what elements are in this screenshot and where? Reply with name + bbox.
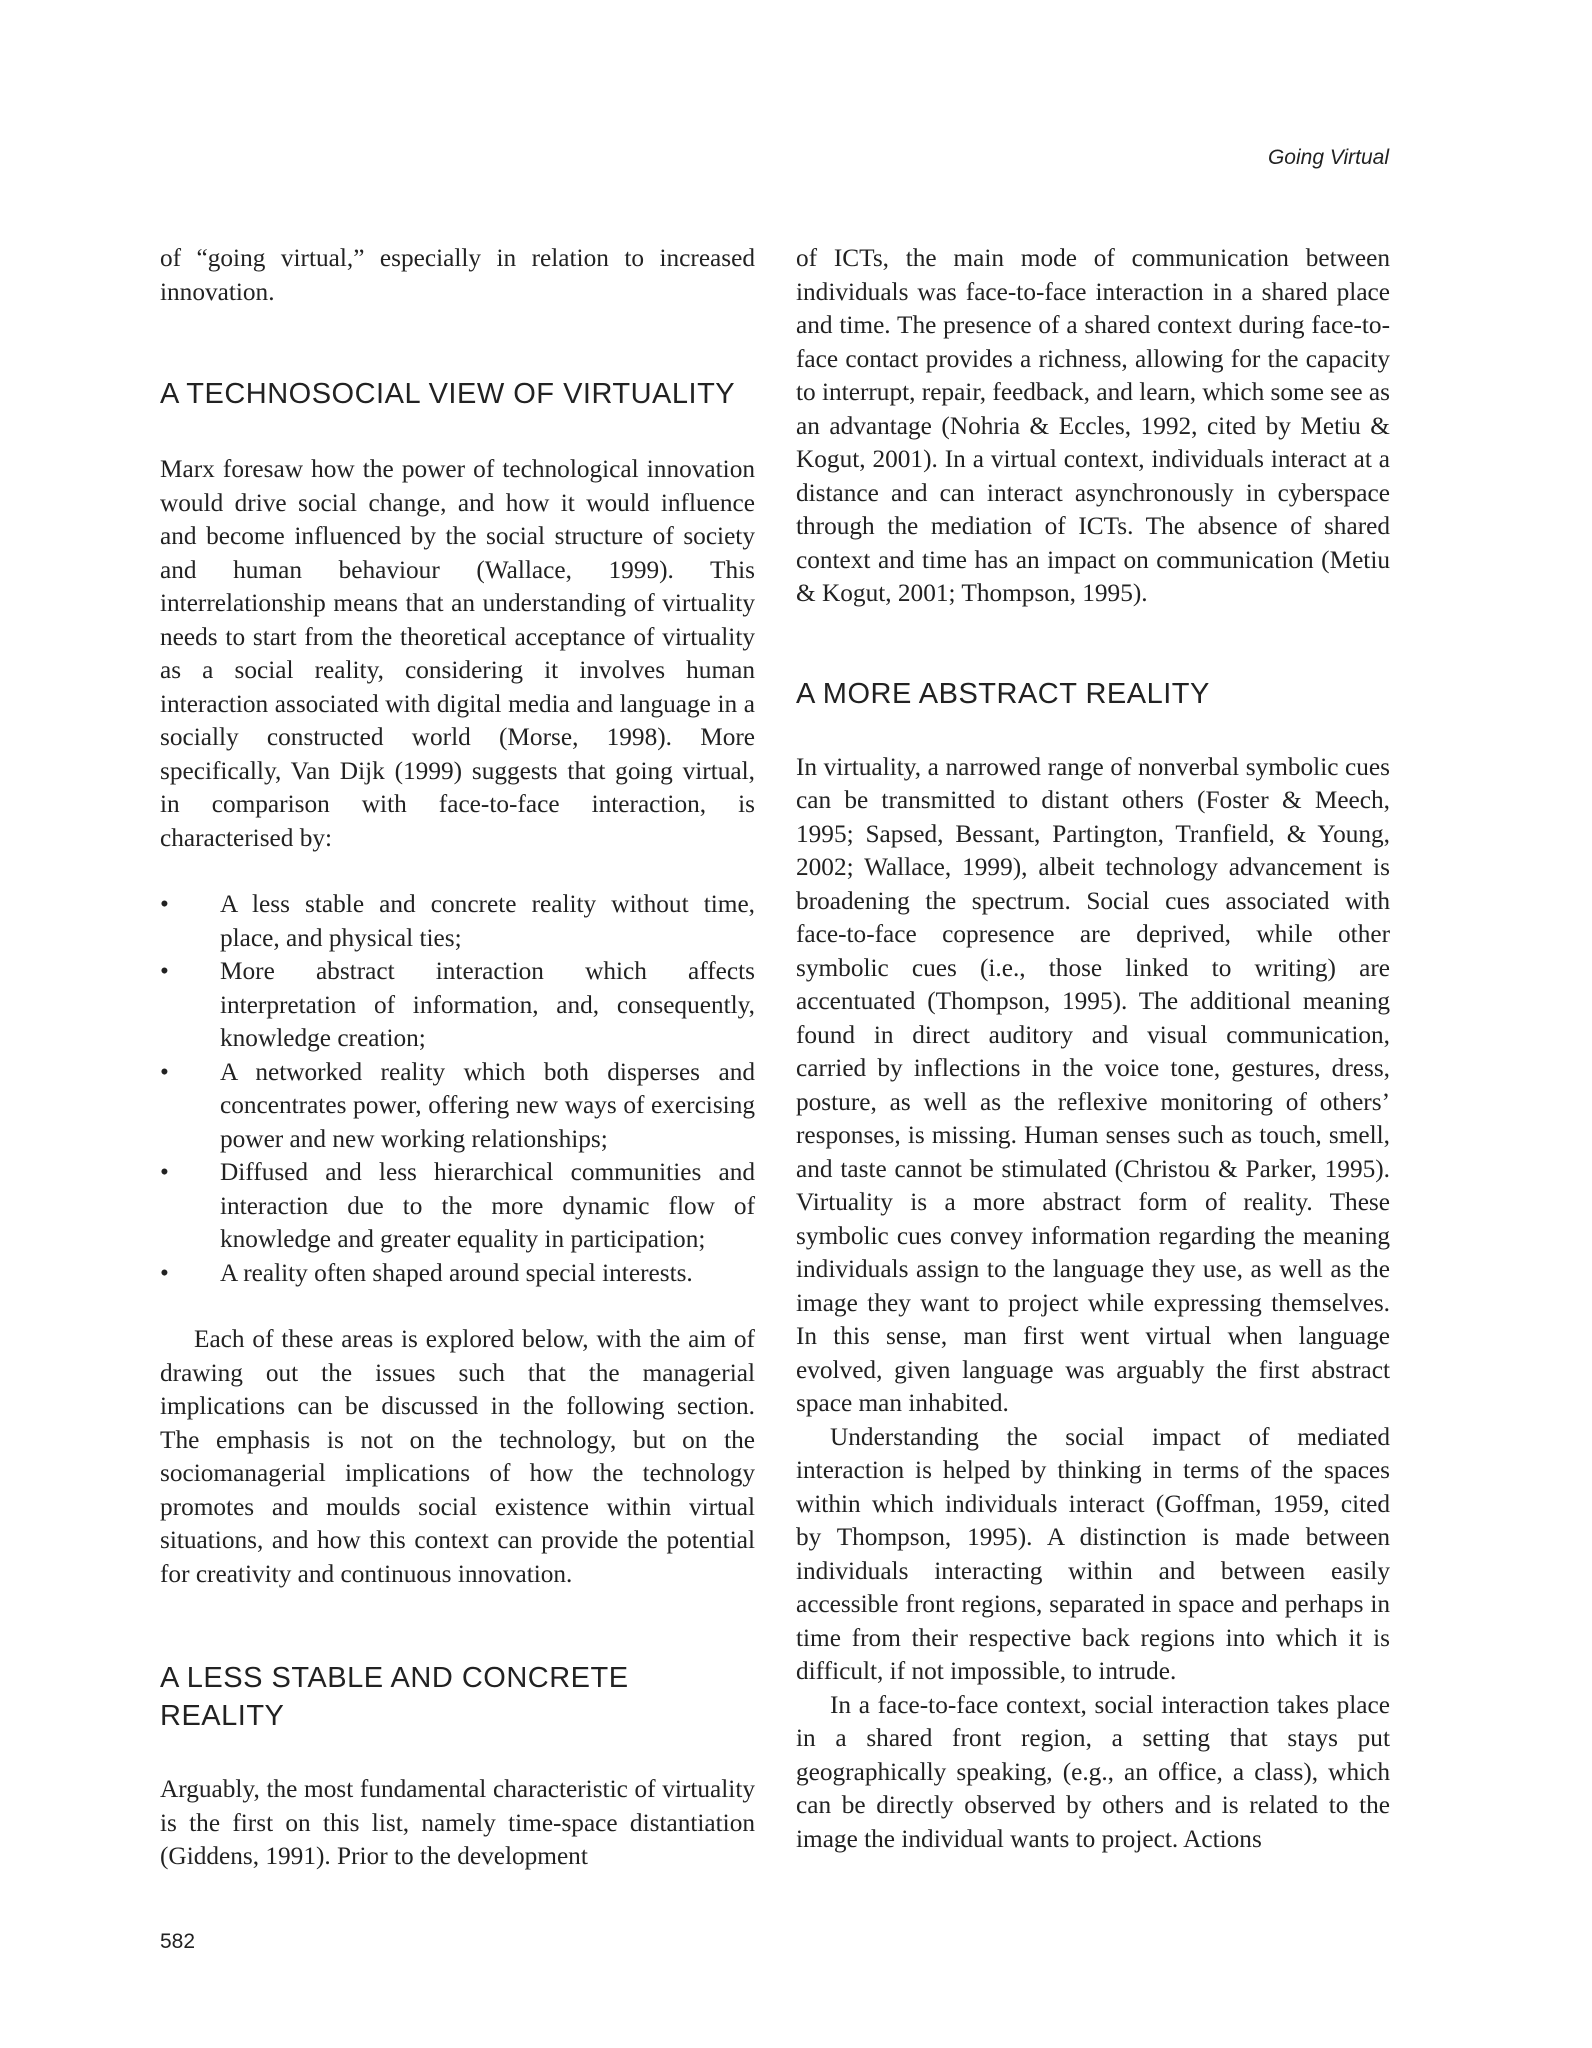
running-head: Going Virtual xyxy=(1267,146,1389,169)
bullet-icon: • xyxy=(160,957,169,985)
right-column xyxy=(796,242,1390,1856)
list-item-text: Diffused and less hierarchical communities and interaction due to the more dynamic flow of knowledge and greater equality in participation; xyxy=(220,1158,755,1253)
body-paragraph: In virtuality, a narrowed range of nonverbal symbolic cues can be transmitted to distant others (Foster & Meech, 1995; Sapsed, Bessant, Partington, Tranfield, & Young, 2002; Wallace, 1999), albeit technology advancement is broadening the spectrum. Social cues associated with face-to-face copresence are deprived, while other symbolic cues (i.e., those linked to writing) are accentuated (Thompson, 1995). The additional meaning found in direct auditory and visual communication, carried by inflections in the voice tone, gestures, dress, posture, as well as the reflexive monitoring of others’ responses, is missing. Human senses such as touch, smell, and taste cannot be stimulated (Christou & Parker, 1995). Virtuality is a more abstract form of reality. These symbolic cues convey information regarding the meaning individuals assign to the language they use, as well as the image they want to project while expressing themselves. In this sense, man first went virtual when language evolved, given language was arguably the first abstract space man inhabited. xyxy=(796,752,1390,1417)
list-item xyxy=(160,1056,755,1157)
bullet-icon: • xyxy=(160,1158,169,1186)
left-column xyxy=(160,242,755,1874)
bullet-icon: • xyxy=(160,890,169,918)
list-item xyxy=(160,955,755,1056)
list-item-text: A reality often shaped around special interests. xyxy=(220,1258,693,1287)
body-paragraph: of ICTs, the main mode of communication between individuals was face-to-face interaction in a shared place and time. The presence of a shared context during face-to-face contact provides a richness, allowing for the capacity to interrupt, repair, feedback, and learn, which some see as an advantage (Nohria & Eccles, 1992, cited by Metiu & Kogut, 2001). In a virtual context, individuals interact at a distance and can interact asynchronously in cyberspace through the mediation of ICTs. The absence of shared context and time has an impact on communication (Metiu & Kogut, 2001; Thompson, 1995). xyxy=(796,244,1390,607)
list-item xyxy=(160,1257,755,1291)
section-heading-abstract-reality: A MORE ABSTRACT REALITY xyxy=(796,677,1210,710)
body-paragraph: Marx foresaw how the power of technological innovation would drive social change, and how it would influence and become influenced by the social structure of society and human behaviour (Wallace, 1999). This interrelationship means that an understanding of virtuality needs to start from the theoretical acceptance of virtuality as a social reality, considering it involves human interaction associated with digital media and language in a socially constructed world (Morse, 1998). More specifically, Van Dijk (1999) suggests that going virtual, in comparison with face-to-face interaction, is characterised by: xyxy=(160,455,755,852)
list-item xyxy=(160,888,755,955)
body-paragraph: In a face-to-face context, social interaction takes place in a shared front region, a setting that stays put geographically speaking, (e.g., an office, a class), which can be directly observed by others and is related to the image the individual wants to project. Actions xyxy=(796,1690,1390,1853)
section-heading-less-stable: A LESS STABLE AND CONCRETE REALITY xyxy=(160,1662,629,1732)
section-heading-technosocial: A TECHNOSOCIAL VIEW OF VIRTUALITY xyxy=(160,378,736,410)
characteristics-list xyxy=(160,888,755,1290)
list-item-text: More abstract interaction which affects interpretation of information, and, consequently, knowledge creation; xyxy=(220,957,755,1052)
page-number: 582 xyxy=(160,1930,196,1953)
body-paragraph: Arguably, the most fundamental characteristic of virtuality is the first on this list, namely time-space distantiation (Giddens, 1991). Prior to the development xyxy=(160,1775,755,1870)
list-item-text: A networked reality which both disperses and concentrates power, offering new ways of exercising power and new working relationships; xyxy=(220,1057,755,1153)
bullet-icon: • xyxy=(160,1057,169,1086)
bullet-icon: • xyxy=(160,1258,169,1287)
intro-paragraph: of “going virtual,” especially in relation to increased innovation. xyxy=(160,244,755,306)
body-paragraph: Each of these areas is explored below, with the aim of drawing out the issues such that the managerial implications can be discussed in the following section. The emphasis is not on the technology, but on the sociomanagerial implications of how the technology promotes and moulds social existence within virtual situations, and how this context can provide the potential for creativity and continuous innovation. xyxy=(160,1325,755,1588)
body-paragraph: Understanding the social impact of mediated interaction is helped by thinking in terms of the spaces within which individuals interact (Goffman, 1959, cited by Thompson, 1995). A distinction is made between individuals interacting within and between easily accessible front regions, separated in space and perhaps in time from their respective back regions into which it is difficult, if not impossible, to intrude. xyxy=(796,1422,1390,1685)
list-item-text: A less stable and concrete reality without time, place, and physical ties; xyxy=(220,890,755,952)
list-item xyxy=(160,1156,755,1257)
